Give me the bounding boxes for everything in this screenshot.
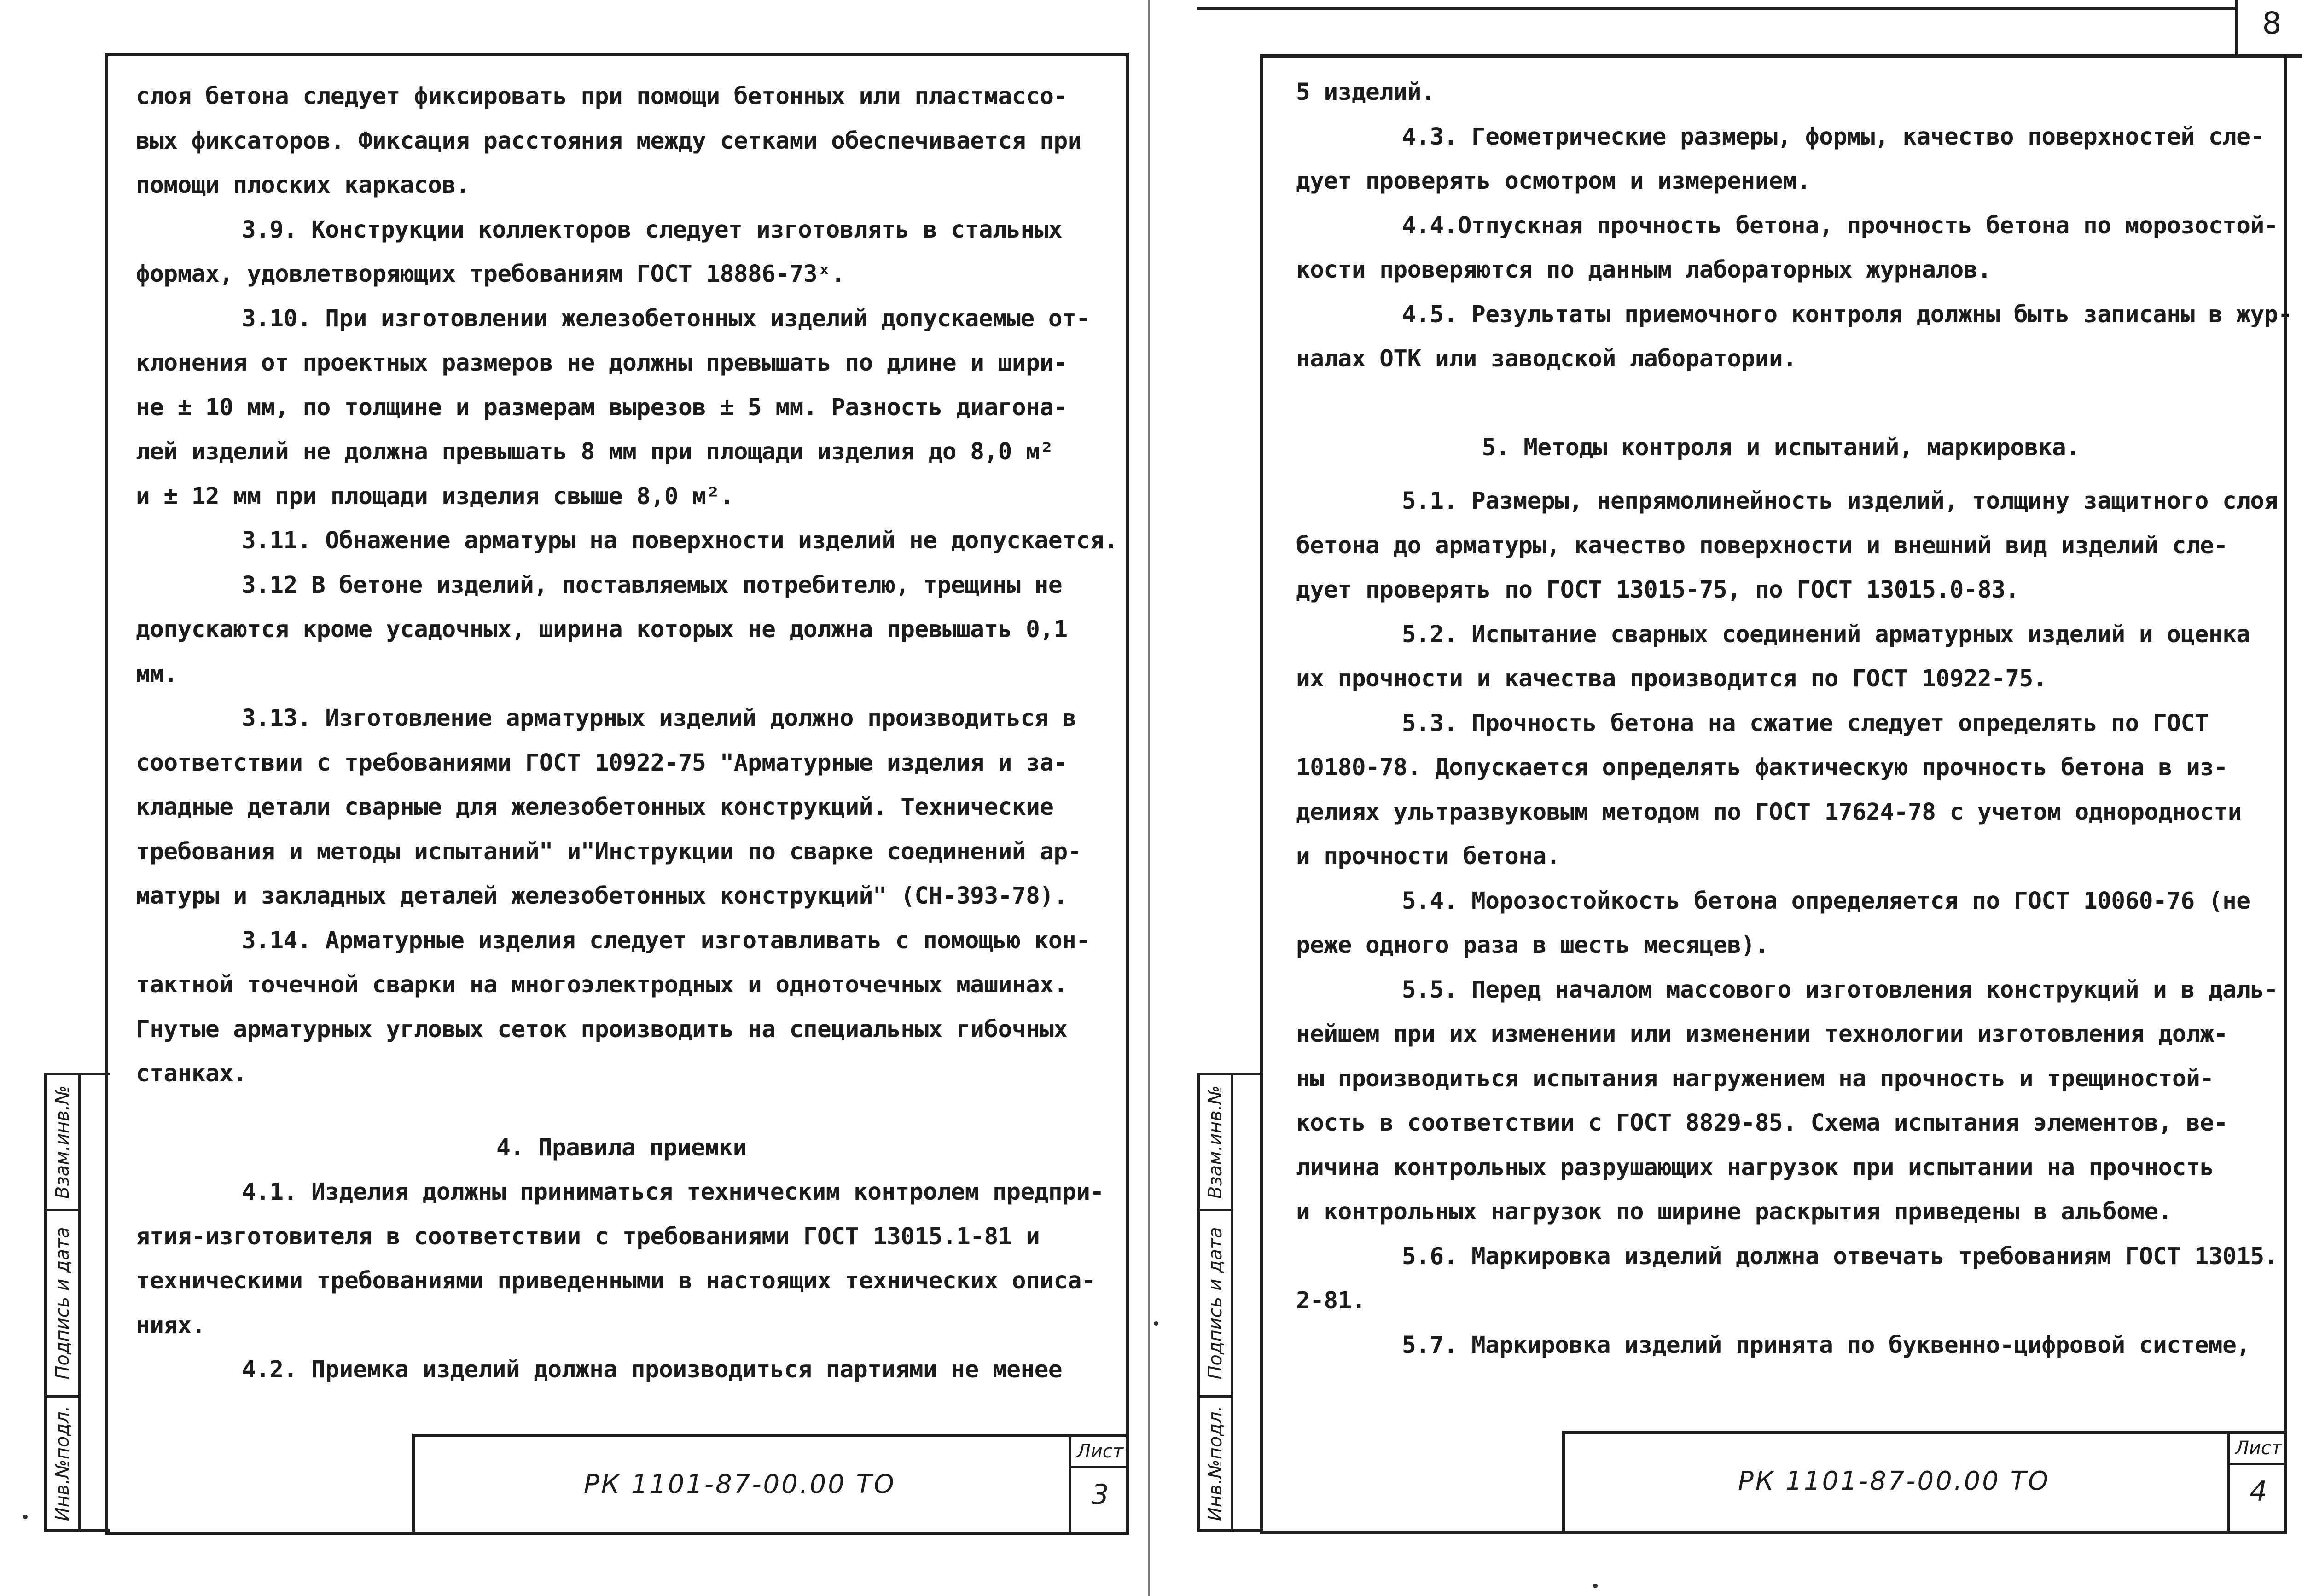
- text-line: матуры и закладных деталей железобетонных конструкций" (СН-393-78).: [136, 882, 1068, 910]
- scan-speck: [23, 1515, 28, 1519]
- right-side-strip: [1197, 1073, 1263, 1532]
- text-line: 2-81.: [1296, 1287, 1366, 1314]
- text-line: 10180-78. Допускается определять фактическую прочность бетона в из-: [1296, 754, 2228, 781]
- left-section-heading: 4. Правила приемки: [496, 1134, 747, 1161]
- left-strip-cell-replaced: [47, 1075, 78, 1211]
- text-line: 3.12 В бетоне изделий, поставляемых потребителю, трещины не: [242, 571, 1063, 599]
- text-line: лей изделий не должна превышать 8 мм при площади изделия до 8,0 м²: [136, 438, 1054, 465]
- left-strip-cell-signature: [47, 1211, 78, 1398]
- right-document-code: РК 1101-87-00.00 ТО: [1738, 1466, 2050, 1496]
- right-strip-column: [1231, 1075, 1266, 1529]
- text-line: мм.: [136, 660, 178, 688]
- text-line: налах ОТК или заводской лаборатории.: [1296, 345, 1797, 372]
- right-title-block: [1562, 1431, 2287, 1531]
- text-line: дует проверять осмотром и измерением.: [1296, 168, 1811, 195]
- text-line: формах, удовлетворяющих требованиям ГОСТ 18886-73ˣ.: [136, 261, 845, 288]
- text-line: Гнутые арматурных угловых сеток производить на специальных гибочных: [136, 1016, 1068, 1043]
- text-line: ны производиться испытания нагружением на прочность и трещиностой-: [1296, 1065, 2214, 1092]
- left-strip-label-replaced: Взам.инв.№: [52, 1085, 73, 1199]
- text-line: ниях.: [136, 1312, 206, 1339]
- text-line: слоя бетона следует фиксировать при помощи бетонных или пластмассо-: [136, 83, 1068, 110]
- text-line: бетона до арматуры, качество поверхности и внешний вид изделий сле-: [1296, 532, 2228, 559]
- text-line: 5.5. Перед началом массового изготовления конструкций и в даль-: [1402, 976, 2278, 1004]
- corner-sheet-number-text: 8: [2262, 6, 2282, 41]
- text-line: 4.3. Геометрические размеры, формы, качество поверхностей сле-: [1402, 123, 2264, 151]
- right-strip-cell-replaced: [1200, 1075, 1231, 1211]
- text-line: и ± 12 мм при площади изделия свыше 8,0 м².: [136, 482, 734, 510]
- text-line: техническими требованиями приведенными в настоящих технических описа-: [136, 1267, 1096, 1294]
- right-page-body: [1296, 70, 2292, 1368]
- right-strip-label-replaced: Взам.инв.№: [1205, 1085, 1226, 1199]
- right-page-lines: [1296, 70, 2292, 382]
- text-line: 5.3. Прочность бетона на сжатие следует определять по ГОСТ: [1402, 709, 2209, 737]
- text-line: нейшем при их изменении или изменении технологии изготовления долж-: [1296, 1021, 2228, 1048]
- text-line: ятия-изготовителя в соответствии с требованиями ГОСТ 13015.1-81 и: [136, 1223, 1040, 1250]
- left-strip-label-original: Инв.№подл.: [52, 1405, 73, 1521]
- right-sheet-number: 4: [2250, 1475, 2267, 1508]
- text-line: вых фиксаторов. Фиксация расстояния между сетками обеспечивается при: [136, 127, 1081, 155]
- text-line: 5.1. Размеры, непрямолинейность изделий, толщину защитного слоя: [1402, 488, 2278, 515]
- left-strip-label-signature: Подпись и дата: [52, 1227, 73, 1380]
- right-sheet-cell: [2227, 1434, 2287, 1531]
- left-title-block: [412, 1434, 1129, 1532]
- right-section-heading: 5. Методы контроля и испытаний, маркировка.: [1482, 434, 2080, 461]
- text-line: станках.: [136, 1060, 247, 1087]
- text-line: их прочности и качества производится по ГОСТ 10922-75.: [1296, 665, 2047, 692]
- text-line: 3.9. Конструкции коллекторов следует изготовлять в стальных: [242, 216, 1063, 244]
- left-sheet-label: Лист: [1071, 1437, 1129, 1468]
- text-line: личина контрольных разрушающих нагрузок при испытании на прочность: [1296, 1154, 2214, 1181]
- scan-speck: [1593, 1584, 1598, 1588]
- text-line: реже одного раза в шесть месяцев).: [1296, 932, 1769, 959]
- text-line: кость в соответствии с ГОСТ 8829-85. Схема испытания элементов, ве-: [1296, 1109, 2228, 1137]
- text-line: помощи плоских каркасов.: [136, 172, 470, 199]
- text-line: 5.2. Испытание сварных соединений арматурных изделий и оценка: [1402, 621, 2250, 648]
- text-line: 5.7. Маркировка изделий принята по буквенно-цифровой системе,: [1402, 1331, 2250, 1359]
- right-strip-cell-signature: [1200, 1211, 1231, 1398]
- text-line: 3.13. Изготовление арматурных изделий должно производиться в: [242, 705, 1076, 732]
- left-page: [105, 53, 1129, 1535]
- right-sheet-label: Лист: [2230, 1434, 2287, 1465]
- left-page-lines-after: [136, 1170, 1107, 1393]
- text-line: 5.6. Маркировка изделий должна отвечать требованиям ГОСТ 13015.: [1402, 1242, 2278, 1270]
- left-page-lines: [136, 75, 1118, 1097]
- text-line: 5.4. Морозостойкость бетона определяется по ГОСТ 10060-76 (не: [1402, 887, 2250, 915]
- corner-sheet-number: [2235, 0, 2302, 58]
- text-line: тактной точечной сварки на многоэлектродных и одноточечных машинах.: [136, 971, 1068, 998]
- left-strip-column: [78, 1075, 113, 1529]
- text-line: не ± 10 мм, по толщине и размерам вырезов ± 5 мм. Разность диагона-: [136, 394, 1068, 421]
- left-document-code: РК 1101-87-00.00 ТО: [584, 1469, 896, 1499]
- right-page-lines-after: [1296, 479, 2278, 1368]
- left-strip-cell-original: [47, 1398, 78, 1529]
- text-line: кости проверяются по данным лабораторных журналов.: [1296, 256, 1992, 284]
- text-line: требования и методы испытаний" и"Инструкции по сварке соединений ар-: [136, 838, 1081, 865]
- left-sheet-number: 3: [1091, 1479, 1109, 1511]
- fold-line: [1148, 0, 1150, 1596]
- text-line: кладные детали сварные для железобетонных конструкций. Технические: [136, 794, 1054, 821]
- right-strip-label-original: Инв.№подл.: [1205, 1405, 1226, 1521]
- right-strip-cell-original: [1200, 1398, 1231, 1529]
- scan-speck: [1154, 1321, 1158, 1326]
- left-side-strip: [44, 1073, 110, 1532]
- text-line: допускаются кроме усадочных, ширина которых не должна превышать 0,1: [136, 616, 1068, 643]
- right-strip-label-signature: Подпись и дата: [1205, 1227, 1226, 1380]
- text-line: 5 изделий.: [1296, 79, 1436, 106]
- text-line: и контрольных нагрузок по ширине раскрытия приведены в альбоме.: [1296, 1198, 2172, 1225]
- text-line: 4.2. Приемка изделий должна производиться партиями не менее: [242, 1356, 1063, 1383]
- top-trim-line: [1197, 7, 2238, 10]
- text-line: дует проверять по ГОСТ 13015-75, по ГОСТ 13015.0-83.: [1296, 576, 2019, 604]
- left-sheet-cell: [1069, 1437, 1129, 1532]
- text-line: и прочности бетона.: [1296, 843, 1560, 870]
- text-line: 3.11. Обнажение арматуры на поверхности изделий не допускается.: [242, 527, 1118, 554]
- text-line: 4.5. Результаты приемочного контроля должны быть записаны в жур-: [1402, 301, 2292, 328]
- text-line: соответствии с требованиями ГОСТ 10922-75 "Арматурные изделия и за-: [136, 749, 1068, 777]
- text-line: 3.10. При изготовлении железобетонных изделий допускаемые от-: [242, 305, 1090, 332]
- text-line: клонения от проектных размеров не должны превышать по длине и шири-: [136, 349, 1068, 377]
- text-line: 4.4.Отпускная прочность бетона, прочность бетона по морозостой-: [1402, 212, 2278, 239]
- text-line: 3.14. Арматурные изделия следует изготавливать с помощью кон-: [242, 927, 1090, 954]
- text-line: делиях ультразвуковым методом по ГОСТ 17624-78 с учетом однородности: [1296, 798, 2242, 826]
- text-line: 4.1. Изделия должны приниматься техническим контролем предпри-: [242, 1178, 1104, 1206]
- right-page: [1260, 54, 2292, 1534]
- left-page-body: [136, 75, 1118, 1393]
